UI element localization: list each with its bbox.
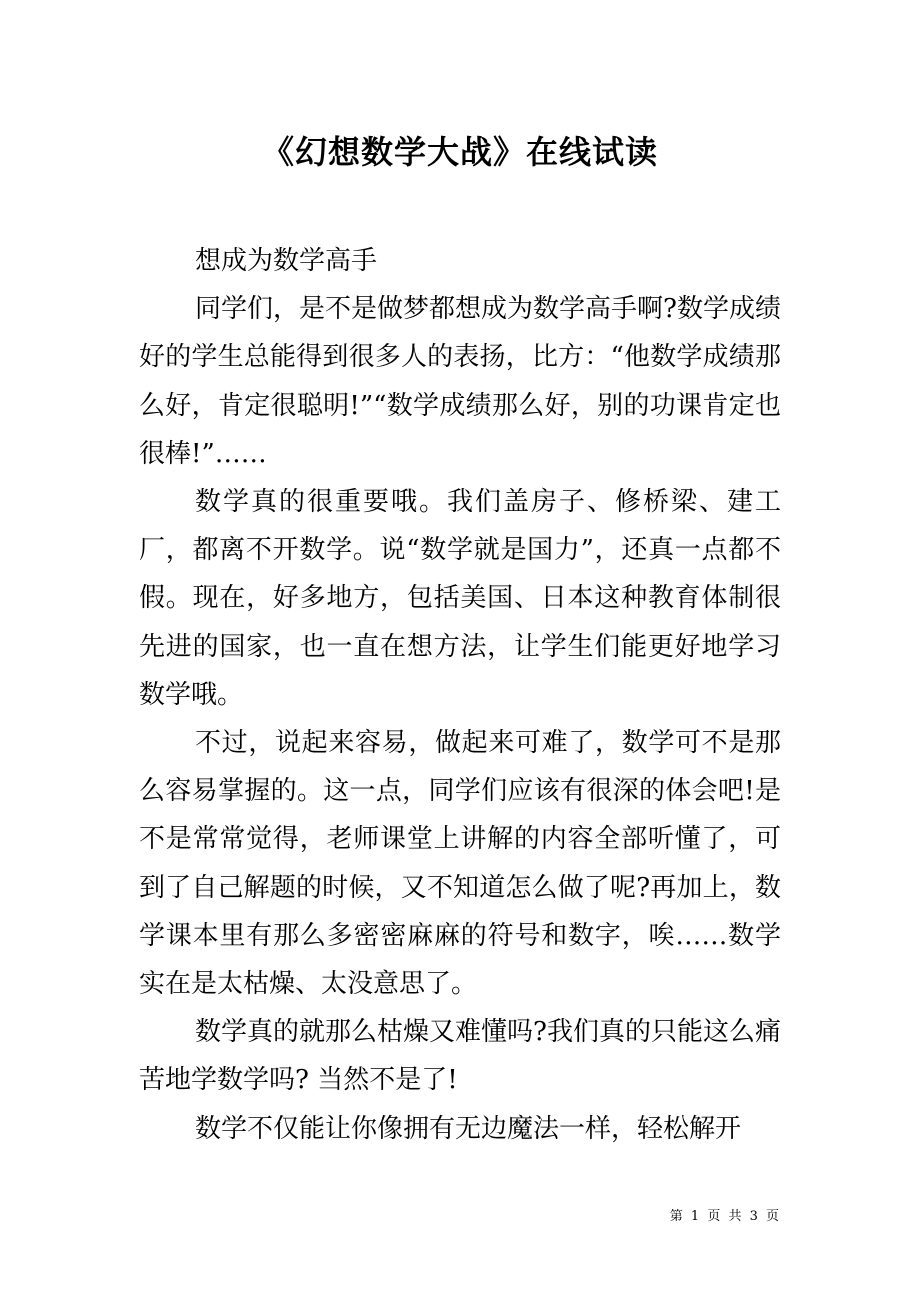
paragraph: 不过，说起来容易，做起来可难了，数学可不是那么容易掌握的。这一点，同学们应该有很深的体会吧!是不是常常觉得，老师课堂上讲解的内容全部听懂了，可到了自己解题的时候，又不知道怎么做了呢?再加上，数学课本里有那么多密密麻麻的符号和数字，唉……数学实在是太枯燥、太没意思了。 xyxy=(139,728,781,1000)
paragraph-subheading: 想成为数学高手 xyxy=(195,246,378,276)
paragraph: 数学真的就那么枯燥又难懂吗?我们真的只能这么痛苦地学数学吗? 当然不是了! xyxy=(139,1017,781,1096)
paragraph: 数学真的很重要哦。我们盖房子、修桥梁、建工厂，都离不开数学。说“数学就是国力”，还真一点都不假。现在，好多地方，包括美国、日本这种教育体制很先进的国家，也一直在想方法，让学生们能更好地学习数学哦。 xyxy=(139,487,781,710)
paragraph: 同学们，是不是做梦都想成为数学高手啊?数学成绩好的学生总能得到很多人的表扬，比方：“他数学成绩那么好，肯定很聪明!”“数学成绩那么好，别的功课肯定也很棒!”…… xyxy=(139,294,781,469)
page-number-footer: 第 1 页 共 3 页 xyxy=(669,1209,781,1224)
document-title: 《幻想数学大战》在线试读 xyxy=(261,133,658,171)
paragraph: 数学不仅能让你像拥有无边魔法一样，轻松解开 xyxy=(195,1113,742,1144)
document-body xyxy=(139,237,781,1153)
